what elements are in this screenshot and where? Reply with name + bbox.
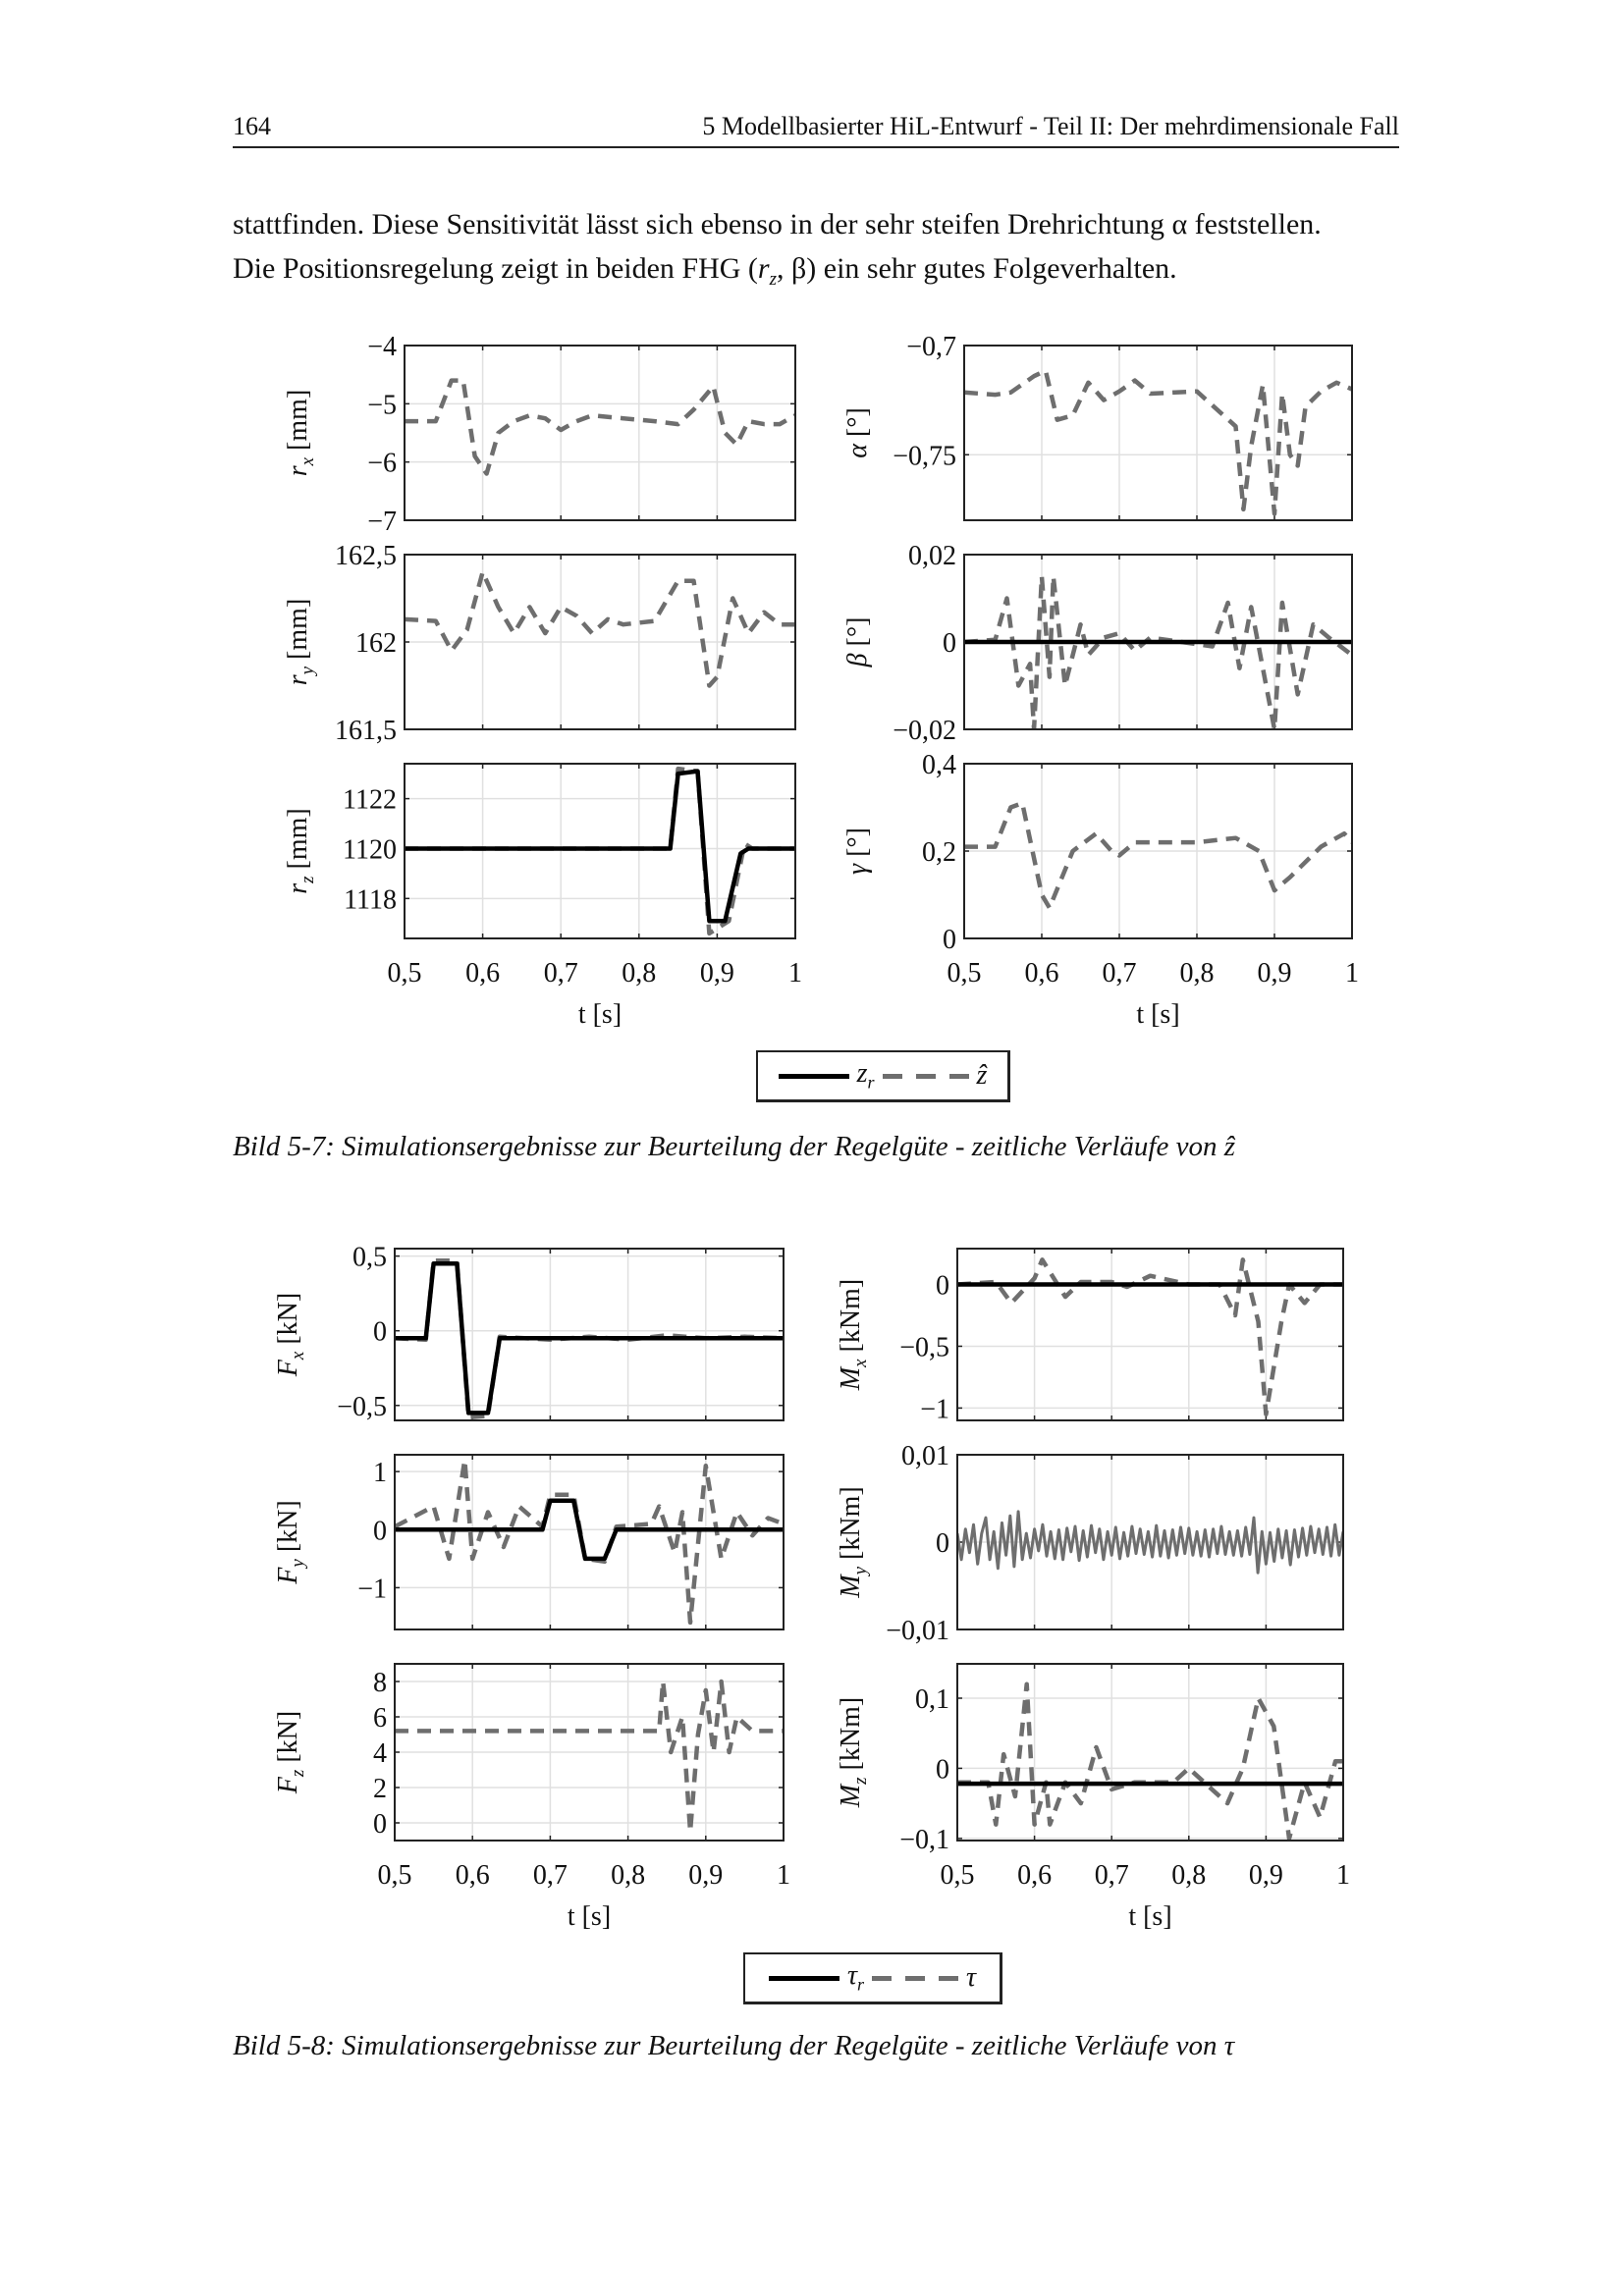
y-tick-label: −6: [367, 448, 397, 479]
chart-svg-Fx: [273, 1242, 784, 1422]
series-group: [405, 769, 795, 934]
y-label-symbol: F: [273, 1567, 303, 1584]
y-tick-label: −0,01: [886, 1616, 949, 1646]
figure2-legend: [743, 1952, 1002, 2004]
y-tick-label: 162: [355, 628, 397, 659]
page-number: 164: [233, 112, 271, 140]
y-tick-label: 0,02: [908, 541, 956, 571]
x-tick-label: 0,5: [940, 1860, 975, 1891]
chart-svg-alpha: [842, 332, 1352, 520]
y-axis-label: [842, 617, 873, 668]
axes-frame: [395, 1249, 784, 1420]
series-line-estimate: [964, 371, 1352, 514]
y-label-subscript: y: [288, 1559, 308, 1568]
y-tick-label: −0,5: [337, 1391, 387, 1422]
x-tick-label: 0,7: [1094, 1860, 1129, 1891]
x-tick-label: 0,8: [622, 958, 657, 988]
y-label-symbol: r: [283, 882, 313, 894]
series-line-estimate: [395, 1682, 784, 1832]
chart-svg-My: [836, 1441, 1343, 1646]
text: Die Positionsregelung zeigt in beiden FHG (: [233, 252, 758, 285]
y-tick-label: −5: [367, 390, 397, 421]
y-label-unit: [mm]: [283, 389, 313, 457]
y-tick-label: 0,01: [901, 1441, 949, 1471]
x-tick-label: 0,9: [1248, 1860, 1283, 1891]
y-label-unit: [°]: [842, 828, 873, 864]
y-label-subscript: z: [298, 876, 318, 883]
series-line-estimate: [405, 572, 795, 686]
y-axis-label: [842, 828, 873, 875]
x-tick-label: 0,7: [1102, 958, 1137, 988]
subplot-beta: [842, 541, 1352, 746]
y-tick-label: 0: [943, 628, 956, 659]
series-line-estimate: [405, 769, 795, 934]
y-tick-label: −0,5: [899, 1332, 949, 1363]
legend-dashed-line: [872, 1976, 958, 1981]
figure1-caption: [233, 1131, 1235, 1163]
caption-label: Bild 5-8: [233, 2030, 326, 2061]
legend-ref-label: [847, 1960, 864, 1996]
text: , β) ein sehr gutes Folgeverhalten.: [777, 252, 1177, 285]
y-label-symbol: M: [836, 1575, 866, 1598]
y-tick-label: 8: [373, 1668, 387, 1698]
y-axis-label: [836, 1279, 871, 1391]
x-tick-label: 0,8: [1179, 958, 1215, 988]
legend-ref-subscript: r: [867, 1072, 875, 1093]
running-header: 5 Modellbasierter HiL-Entwurf - Teil II: Der mehrdimensionale Fall: [702, 112, 1399, 140]
y-axis-label: [283, 390, 318, 477]
y-tick-label: −0,7: [906, 332, 956, 362]
chart-svg-rx: [283, 332, 795, 537]
caption-text: : Simulationsergebnisse zur Beurteilung der Regelgüte - zeitliche Verläufe von ẑ: [325, 1131, 1235, 1162]
y-label-subscript: x: [298, 456, 318, 466]
subplot-My: [836, 1441, 1343, 1646]
y-label-symbol: r: [283, 465, 313, 477]
y-tick-label: −0,02: [893, 716, 956, 746]
x-tick-label: 0,7: [532, 1860, 568, 1891]
x-axis-label: t [s]: [1136, 999, 1180, 1030]
y-label-unit: [kNm]: [836, 1278, 866, 1360]
axes-frame: [964, 346, 1352, 520]
y-tick-label: 0,2: [922, 837, 956, 868]
y-label-symbol: F: [273, 1777, 303, 1794]
y-label-subscript: z: [288, 1769, 308, 1778]
y-tick-label: 0: [373, 1516, 387, 1547]
y-label-symbol: M: [836, 1366, 866, 1391]
y-label-subscript: y: [850, 1566, 871, 1575]
y-tick-label: 1118: [344, 884, 397, 916]
series-group: [957, 1684, 1343, 1839]
x-tick-label: 0,5: [387, 958, 422, 988]
chart-svg-Mz: [836, 1664, 1350, 1932]
legend-ref-symbol: τ: [846, 1960, 857, 1992]
y-tick-label: −0,1: [899, 1824, 949, 1855]
y-tick-label: 0: [936, 1754, 949, 1786]
subplot-rx: [283, 332, 795, 537]
legend-dashed-line: [883, 1074, 969, 1079]
x-tick-label: 0,6: [1024, 958, 1059, 988]
y-label-subscript: z: [850, 1777, 871, 1785]
axes-frame: [405, 346, 795, 520]
y-axis-label: [283, 808, 318, 894]
y-label-unit: [°]: [842, 407, 873, 445]
x-tick-label: 0,8: [611, 1860, 646, 1891]
caption-label: Bild 5-7: [233, 1131, 326, 1162]
series-group: [405, 381, 795, 474]
y-label-unit: [kNm]: [836, 1696, 866, 1778]
series-group: [957, 1512, 1343, 1573]
y-axis-label: [836, 1486, 871, 1598]
y-tick-label: 0: [373, 1316, 387, 1348]
y-label-symbol: β: [842, 653, 873, 667]
y-tick-label: 0,1: [915, 1684, 949, 1715]
subplot-ry: [283, 541, 795, 746]
x-tick-label: 0,5: [947, 958, 982, 988]
x-tick-label: 1: [777, 1860, 790, 1891]
chart-svg-ry: [283, 541, 795, 746]
series-line-estimate: [964, 576, 1352, 729]
y-label-unit: [mm]: [283, 808, 313, 877]
series-line-estimate: [395, 1460, 784, 1623]
x-tick-label: 1: [1336, 1860, 1350, 1891]
y-tick-label: 161,5: [335, 716, 397, 746]
legend-ref-subscript: r: [856, 1974, 864, 1995]
chart-svg-Fz: [273, 1664, 790, 1932]
series-line-reference: [395, 1263, 784, 1413]
y-tick-label: 0: [373, 1809, 387, 1840]
x-axis-label: t [s]: [1128, 1901, 1172, 1932]
subplot-Fz: [273, 1664, 790, 1932]
legend-solid-line: [769, 1976, 839, 1981]
series-group: [395, 1460, 784, 1623]
series-group: [964, 576, 1352, 729]
x-tick-label: 1: [788, 958, 802, 988]
y-tick-label: 2: [373, 1774, 387, 1804]
body-text-line: stattfinden. Diese Sensitivität lässt sich ebenso in der sehr steifen Drehrichtung α feststellen.: [233, 208, 1322, 240]
axes-frame: [405, 764, 795, 938]
y-label-symbol: F: [273, 1360, 303, 1377]
y-label-unit: [kN]: [273, 1500, 303, 1560]
chart-svg-Mx: [836, 1249, 1343, 1425]
y-axis-label: [273, 1293, 308, 1377]
series-group: [964, 371, 1352, 514]
y-tick-label: 1: [373, 1458, 387, 1489]
figure2-caption: [233, 2030, 1234, 2062]
y-tick-label: 0: [936, 1528, 949, 1559]
y-label-unit: [kN]: [273, 1710, 303, 1770]
y-axis-label: [273, 1711, 308, 1794]
series-group: [395, 1260, 784, 1417]
series-group: [957, 1259, 1343, 1414]
y-tick-label: −1: [357, 1574, 387, 1605]
y-tick-label: 162,5: [335, 541, 397, 571]
subplot-Mx: [836, 1249, 1343, 1425]
x-tick-label: 0,6: [455, 1860, 490, 1891]
legend-est-label: ẑ: [976, 1060, 988, 1091]
y-tick-label: 1122: [343, 784, 397, 816]
x-tick-label: 0,5: [377, 1860, 412, 1891]
y-label-symbol: α: [842, 444, 873, 458]
y-tick-label: 6: [373, 1703, 387, 1734]
body-text-line: [233, 252, 1177, 291]
x-axis-label: t [s]: [567, 1901, 612, 1932]
y-axis-label: [836, 1697, 871, 1808]
y-label-symbol: M: [836, 1784, 866, 1808]
y-label-unit: [kN]: [273, 1292, 303, 1352]
x-tick-label: 0,9: [699, 958, 734, 988]
x-tick-label: 0,7: [543, 958, 578, 988]
x-tick-label: 0,9: [688, 1860, 724, 1891]
subplot-Mz: [836, 1664, 1350, 1932]
chart-svg-Fy: [273, 1455, 784, 1629]
y-axis-label: [283, 599, 318, 686]
y-label-subscript: x: [850, 1359, 871, 1367]
math-subscript: z: [769, 269, 778, 290]
y-tick-label: −7: [367, 507, 397, 537]
subplot-alpha: [842, 332, 1352, 520]
y-axis-label: [842, 407, 873, 458]
figure1-legend: [756, 1050, 1010, 1102]
series-line-estimate: [957, 1512, 1343, 1573]
y-tick-label: 0,5: [352, 1242, 387, 1273]
y-axis-label: [273, 1500, 308, 1584]
y-label-symbol: r: [283, 674, 313, 686]
subplot-Fx: [273, 1242, 784, 1422]
series-line-estimate: [964, 803, 1352, 908]
y-label-subscript: x: [288, 1351, 308, 1361]
subplot-gamma: [842, 750, 1359, 1030]
legend-est-label: τ: [966, 1962, 977, 1993]
chart-svg-beta: [842, 541, 1352, 746]
legend-ref-symbol: z: [856, 1058, 868, 1090]
y-tick-label: −0,75: [893, 441, 956, 472]
x-axis-label: t [s]: [577, 999, 623, 1030]
series-group: [405, 572, 795, 686]
y-tick-label: −4: [367, 332, 397, 362]
y-label-unit: [mm]: [283, 598, 313, 667]
series-group: [395, 1682, 784, 1832]
x-tick-label: 0,8: [1171, 1860, 1207, 1891]
subplot-rz: [283, 764, 802, 1030]
x-tick-label: 0,6: [1017, 1860, 1053, 1891]
y-tick-label: 4: [373, 1738, 387, 1769]
chart-svg-rz: [283, 764, 802, 1030]
caption-text: : Simulationsergebnisse zur Beurteilung der Regelgüte - zeitliche Verläufe von τ: [325, 2030, 1235, 2061]
y-label-unit: [°]: [842, 616, 873, 654]
series-line-estimate: [405, 381, 795, 474]
y-tick-label: 0,4: [922, 750, 956, 780]
math-symbol: r: [757, 252, 770, 285]
header-rule: [233, 146, 1399, 148]
series-group: [964, 803, 1352, 908]
legend-solid-line: [779, 1074, 849, 1079]
x-tick-label: 0,9: [1257, 958, 1292, 988]
x-tick-label: 1: [1345, 958, 1359, 988]
x-tick-label: 0,6: [465, 958, 501, 988]
series-line-estimate: [957, 1684, 1343, 1839]
y-tick-label: 0: [936, 1270, 949, 1302]
legend-ref-label: [857, 1058, 875, 1094]
subplot-Fy: [273, 1455, 784, 1629]
chart-svg-gamma: [842, 750, 1359, 1030]
y-tick-label: 1120: [343, 834, 397, 866]
y-label-subscript: y: [298, 666, 318, 675]
y-tick-label: −1: [920, 1394, 949, 1425]
y-label-symbol: γ: [842, 863, 873, 875]
y-label-unit: [kNm]: [836, 1486, 866, 1567]
y-tick-label: 0: [943, 925, 956, 955]
